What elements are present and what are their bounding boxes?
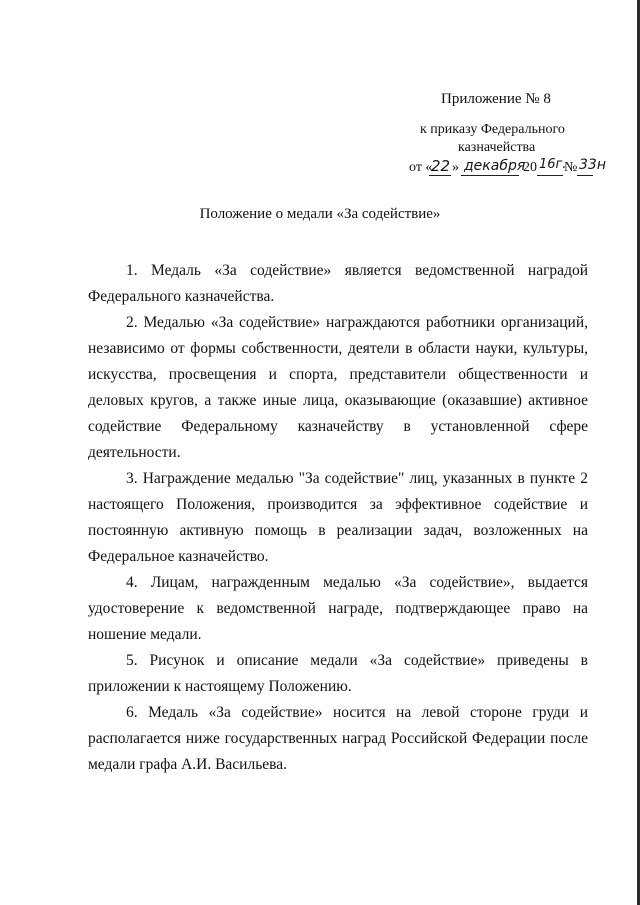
order-reference-line2: казначейства [458,140,536,155]
date-prefix: от « [409,160,433,175]
year-prefix: 20 [523,160,537,175]
number-underline [577,175,593,176]
paragraph-4: 4. Лицам, награжденным медалью «За содействие», выдается удостоверение к ведомственной награде, подтверждающее право на ношение медали. [88,574,588,643]
document-body [88,258,588,778]
handwritten-day: 22 [431,157,451,175]
date-close-quote: » [452,160,459,175]
document-title: Положение о медали «За содействие» [199,206,441,222]
handwritten-number: 33н [579,157,606,173]
paragraph-5: 5. Рисунок и описание медали «За содействие» приведены в приложении к настоящему Положению. [88,652,588,695]
paragraph-6: 6. Медаль «За содействие» носится на левой стороне груди и располагается ниже государственных наград Российской Федерации после медали графа А.И. Васильева. [88,704,588,773]
paragraph-2: 2. Медалью «За содействие» награждаются работники организаций, независимо от формы собственности, деятели в области науки, культуры, искусства, просвещения и спорта, представители общественности и деловых кругов, а также иные лица, оказывающие (оказавшие) активное содействие Федеральному казначейству в установленной сфере деятельности. [88,314,588,461]
appendix-number: Приложение № 8 [441,91,551,107]
order-reference-line1: к приказу Федерального [420,122,565,137]
paragraph-1: 1. Медаль «За содействие» является ведомственной наградой Федерального казначейства. [88,262,588,305]
month-underline [461,175,519,176]
number-label: № [564,160,578,175]
paragraph-3: 3. Награждение медалью "За содействие" лиц, указанных в пункте 2 настоящего Положения, производится за эффективное содействие и постоянную активную помощь в реализации задач, возложенных на Федеральное казначейство. [88,470,588,565]
handwritten-month: декабря [464,158,526,174]
day-underline [429,175,451,176]
order-date-line [409,156,606,180]
year-underline [537,175,563,176]
handwritten-year: 16г. [539,157,567,172]
